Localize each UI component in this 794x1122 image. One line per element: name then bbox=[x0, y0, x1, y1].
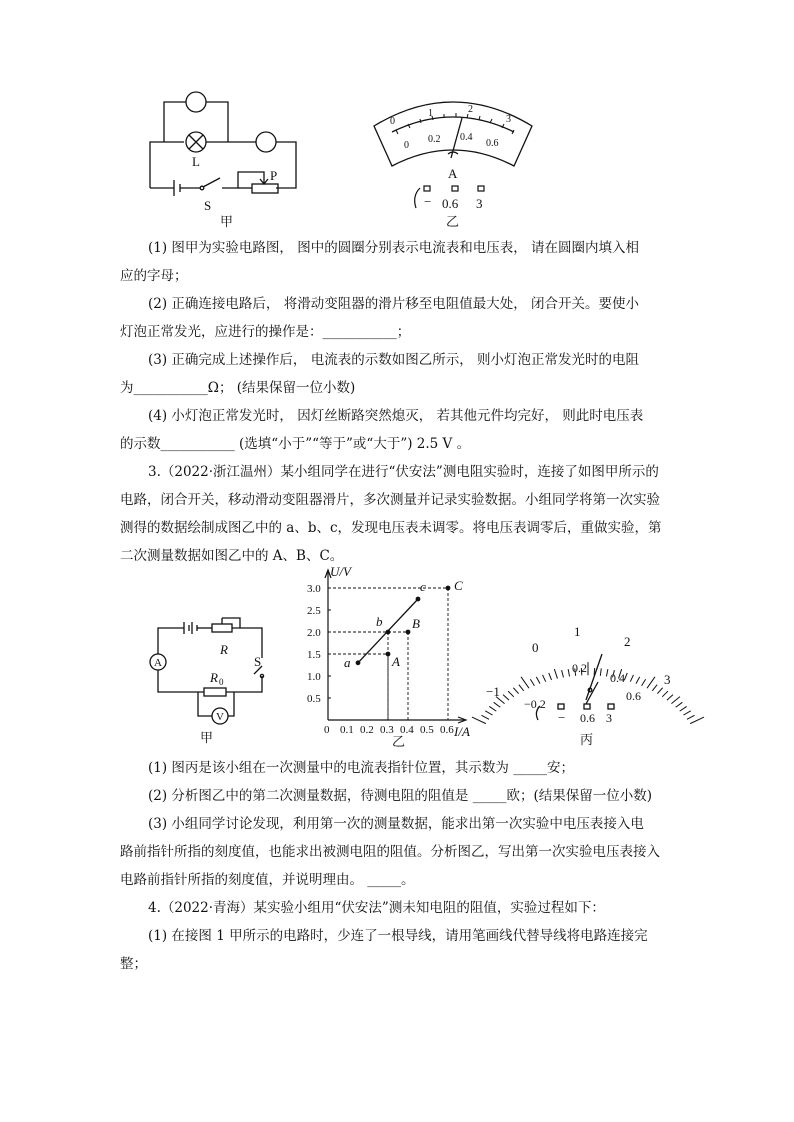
fig1-caption-yi: 乙 bbox=[446, 214, 460, 229]
y-tick-label: 1.0 bbox=[307, 671, 321, 683]
q3-intro-line1: 3.（2022·浙江温州）某小组同学在进行“伏安法”测电阻实验时，连接了如图甲所示的 bbox=[148, 464, 659, 480]
resistor-subscript: 0 bbox=[219, 677, 224, 687]
q4-intro: 4.（2022·青海）某实验小组用“伏安法”测未知电阻的阻值，实验过程如下： bbox=[148, 900, 605, 916]
meter-tick bbox=[667, 695, 673, 700]
x-tick-label: 0.3 bbox=[380, 724, 394, 736]
top-scale-3: 3 bbox=[506, 114, 511, 125]
ammeter-unit: A bbox=[448, 166, 458, 181]
meter-tick bbox=[683, 711, 690, 715]
meter-inner-04: 0.4 bbox=[610, 671, 625, 685]
meter-tick bbox=[513, 688, 518, 694]
meter-tick bbox=[568, 669, 569, 676]
fig2-caption-bing: 丙 bbox=[580, 732, 594, 747]
bottom-scale-0: 0 bbox=[404, 140, 409, 151]
meter-inner-06: 0.6 bbox=[626, 689, 641, 703]
meter-tick bbox=[606, 669, 607, 676]
point-label-A: A bbox=[392, 654, 400, 669]
meter-label-neg1: −1 bbox=[486, 684, 500, 699]
top-scale-1: 1 bbox=[428, 108, 433, 119]
ammeter-symbol: A bbox=[154, 657, 162, 669]
point-c bbox=[416, 597, 421, 602]
top-scale-0: 0 bbox=[390, 116, 395, 127]
meter-label-3: 3 bbox=[664, 672, 671, 687]
meter-tick bbox=[652, 685, 657, 691]
y-axis-label: U/V bbox=[330, 564, 351, 579]
terminal-neg: − bbox=[424, 194, 432, 209]
fig2-caption-jia: 甲 bbox=[200, 730, 214, 745]
top-scale-2: 2 bbox=[468, 104, 473, 115]
meter-label-1: 1 bbox=[574, 624, 581, 639]
y-tick-label: 3.0 bbox=[307, 583, 321, 595]
lamp-label: L bbox=[192, 154, 200, 169]
meter-tick bbox=[690, 717, 704, 724]
meter-label-0: 0 bbox=[532, 640, 539, 655]
meter-tick bbox=[662, 691, 668, 697]
guide-line-b bbox=[328, 632, 388, 720]
q3-sub2: (2) 分析图乙中的第二次测量数据，待测电阻的阻值是 _____欧；(结果保留一位小数) bbox=[148, 788, 652, 804]
bottom-scale-1: 0.2 bbox=[428, 134, 441, 145]
meter-inner-02: 0.2 bbox=[572, 661, 587, 675]
meter-terminal-06: 0.6 bbox=[580, 711, 595, 725]
bottom-scale-2: 0.4 bbox=[460, 132, 473, 143]
meter-tick bbox=[536, 677, 540, 684]
switch-s-label: S bbox=[254, 654, 262, 669]
q2-p4-line2: 的示数___________ (选填“小于”“等于”或“大于”) 2.5 V 。 bbox=[120, 436, 471, 452]
q3-sub3-line3: 电路前指针所指的刻度值，并说明理由。 _____。 bbox=[120, 872, 415, 888]
meter-tick bbox=[630, 675, 633, 682]
q2-p3-line2: 为___________Ω； (结果保留一位小数) bbox=[120, 380, 356, 396]
guide-line-B bbox=[328, 632, 408, 720]
meter-inner-neg02: −0.2 bbox=[524, 697, 546, 711]
q2-p4-line1: (4) 小灯泡正常发光时， 因灯丝断路突然熄灭， 若其他元件均完好， 则此时电压表 bbox=[148, 408, 644, 424]
y-tick-label: 2.0 bbox=[307, 627, 321, 639]
q3-sub3-line2: 路前指针所指的刻度值，也能求出被测电阻的阻值。分析图乙，写出第一次实验电压表接入 bbox=[120, 844, 660, 860]
meter-tick bbox=[647, 677, 655, 688]
voltmeter-symbol: V bbox=[216, 711, 224, 723]
chart-caption-yi: 乙 bbox=[392, 734, 406, 749]
q4-p1-line1: (1) 在接图 1 甲所示的电路时，少连了一根导线，请用笔画线代替导线将电路连接完 bbox=[148, 928, 648, 944]
meter-terminal-3: 3 bbox=[606, 711, 612, 725]
point-label-b: b bbox=[376, 614, 383, 629]
point-B bbox=[406, 630, 411, 635]
fig1-caption-jia: 甲 bbox=[220, 214, 234, 229]
x-tick-label: 0.1 bbox=[340, 724, 354, 736]
q3-sub3-line1: (3) 小组同学讨论发现，利用第一次的测量数据，能求出第一次实验中电压表接入电 bbox=[148, 816, 644, 832]
meter-tick bbox=[521, 677, 529, 688]
point-label-C: C bbox=[454, 578, 463, 593]
meter-tick bbox=[519, 685, 524, 691]
point-label-B: B bbox=[412, 616, 420, 631]
meter-tick bbox=[657, 688, 662, 694]
meter-tick bbox=[530, 679, 534, 686]
x-tick-label: 0.2 bbox=[360, 724, 374, 736]
rheostat-label: R bbox=[220, 642, 228, 657]
y-tick-label: 1.5 bbox=[307, 649, 321, 661]
point-b bbox=[386, 630, 391, 635]
x-tick-label: 0.5 bbox=[420, 724, 434, 736]
meter-tick bbox=[636, 677, 640, 684]
meter-tick bbox=[489, 706, 496, 711]
x-tick-label: 0.6 bbox=[440, 724, 454, 736]
q2-p3-line1: (3) 正确完成上述操作后， 电流表的示数如图乙所示， 则小灯泡正常发光时的电阻 bbox=[148, 352, 639, 368]
meter-tick bbox=[549, 673, 552, 680]
q3-intro-line4: 二次测量数据如图乙中的 A、B、C。 bbox=[120, 548, 344, 564]
meter-label-2: 2 bbox=[624, 634, 631, 649]
q2-p1-line1: (1) 图甲为实验电路图， 图中的圆圈分别表示电流表和电压表， 请在圆圈内填入相 bbox=[148, 240, 639, 256]
q3-intro-line2: 电路，闭合开关，移动滑动变阻器滑片，多次测量并记录实验数据。小组同学将第一次实验 bbox=[120, 492, 660, 508]
fig2-circuit bbox=[140, 618, 280, 748]
q2-p2-line1: (2) 正确连接电路后， 将滑动变阻器的滑片移至电阻值最大处， 闭合开关。要使小 bbox=[148, 296, 639, 312]
ui-chart bbox=[306, 560, 486, 748]
x-axis-label: I/A bbox=[454, 724, 470, 739]
q3-intro-line3: 测得的数据绘制成图乙中的 a、b、c，发现电压表未调零。将电压表调零后，重做实验，第 bbox=[120, 520, 662, 536]
meter-terminal-neg: − bbox=[558, 710, 566, 725]
meter-tick bbox=[687, 715, 695, 719]
meter-tick bbox=[562, 670, 564, 677]
y-tick-label: 0.5 bbox=[307, 693, 321, 705]
point-label-c: c bbox=[420, 579, 426, 594]
meter-tick bbox=[542, 675, 545, 682]
terminal-06: 0.6 bbox=[442, 196, 459, 211]
y-tick-label: 2.5 bbox=[307, 605, 321, 617]
meter-tick bbox=[676, 702, 683, 707]
x-tick-label: 0 bbox=[324, 724, 330, 736]
point-label-a: a bbox=[344, 654, 351, 670]
fig2-ammeter bbox=[488, 622, 688, 748]
q3-sub1: (1) 图丙是该小组在一次测量中的电流表指针位置，其示数为 _____安； bbox=[148, 760, 574, 776]
meter-tick bbox=[494, 702, 501, 707]
meter-tick bbox=[485, 711, 492, 715]
meter-tick bbox=[680, 706, 687, 711]
meter-tick bbox=[642, 679, 646, 686]
terminal-3: 3 bbox=[476, 196, 483, 211]
meter-tick bbox=[600, 668, 601, 675]
resistor-label: R bbox=[210, 670, 218, 685]
fig1-ammeter bbox=[368, 92, 538, 232]
x-tick-label: 0.4 bbox=[400, 724, 414, 736]
slider-label: P bbox=[270, 168, 278, 183]
meter-tick bbox=[554, 669, 557, 679]
meter-tick bbox=[671, 697, 679, 704]
point-A bbox=[386, 652, 391, 657]
meter-tick bbox=[508, 691, 514, 697]
switch-label: S bbox=[204, 198, 212, 213]
point-C bbox=[446, 586, 451, 591]
q2-p1-line2: 应的字母； bbox=[120, 268, 188, 284]
q4-p1-line2: 整； bbox=[120, 956, 147, 972]
q2-p2-line2: 灯泡正常发光，应进行的操作是：___________； bbox=[120, 324, 411, 340]
meter-tick bbox=[503, 695, 509, 700]
point-a bbox=[356, 660, 361, 665]
fig1-circuit bbox=[140, 88, 320, 228]
bottom-scale-3: 0.6 bbox=[486, 138, 499, 149]
